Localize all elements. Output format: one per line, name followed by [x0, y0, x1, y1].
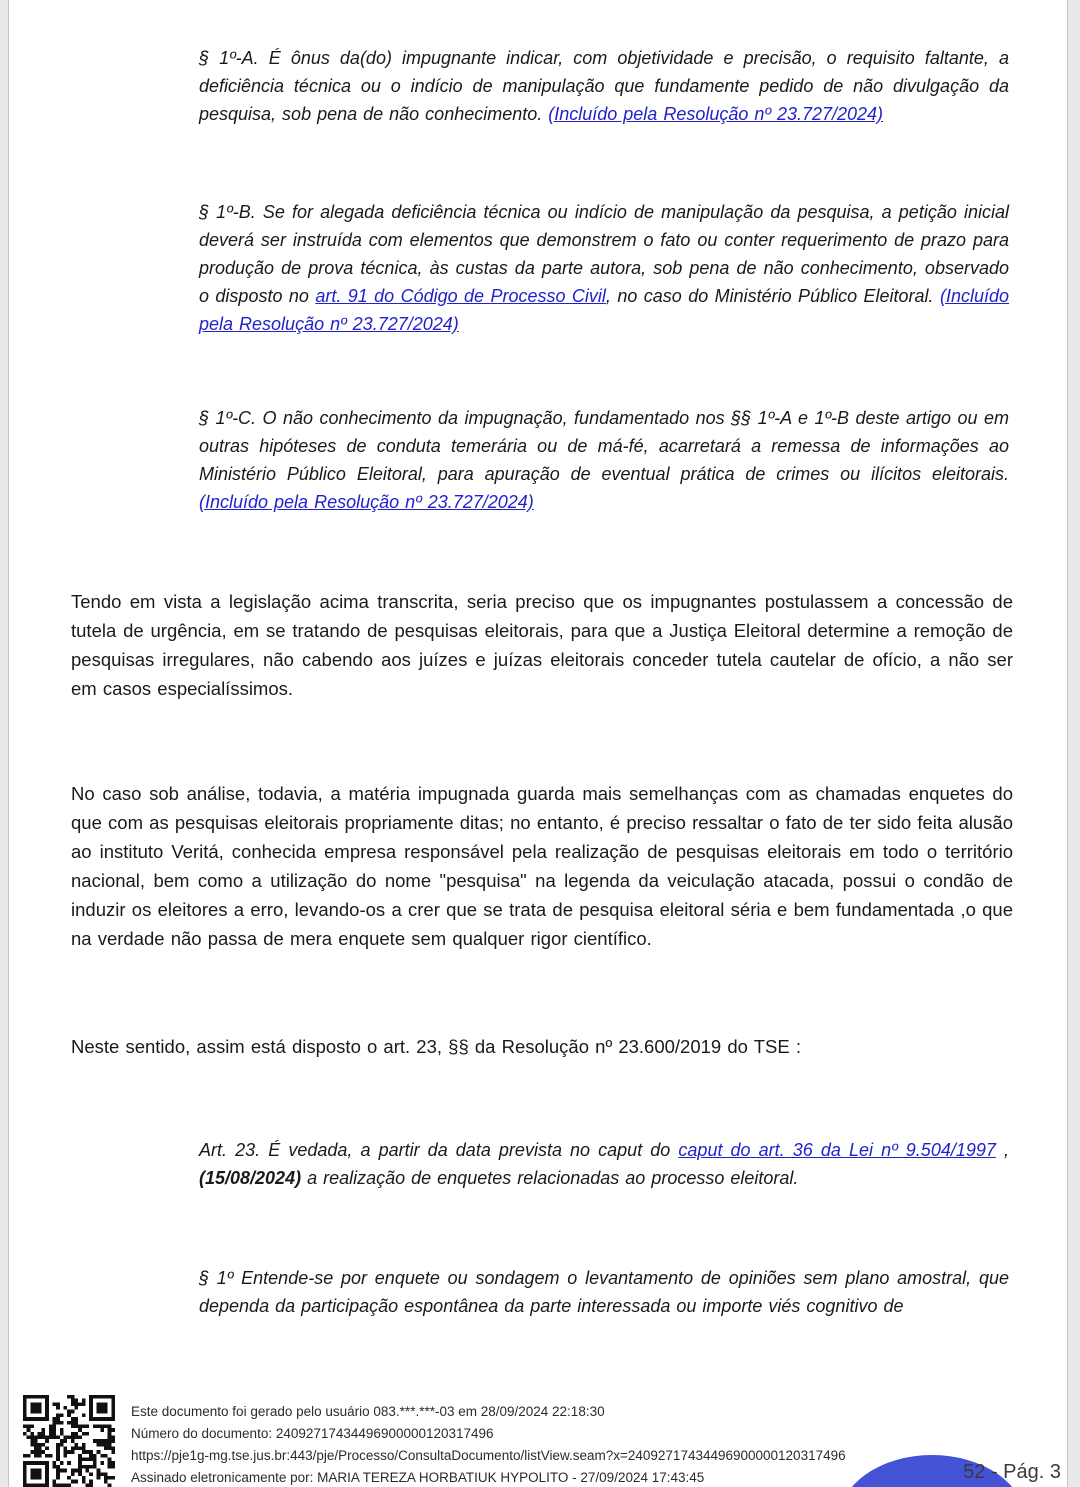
footer-generated-line: Este documento foi gerado pelo usuário 083.***.***-03 em 28/09/2024 22:18:30 [131, 1404, 605, 1419]
page-number-label: 52 - Pág. 3 [963, 1461, 1061, 1483]
link-art-36-lei-9504-1997[interactable]: caput do art. 36 da Lei nº 9.504/1997 [678, 1140, 996, 1160]
text-segment: Art. 23. É vedada, a partir da data prevista no caput do [199, 1140, 679, 1160]
text-segment: No caso sob análise, todavia, a matéria impugnada guarda mais semelhanças com as chamadas enquetes do que com as pesquisas eleitorais propriamente ditas; no entanto, é preciso ressaltar o fato de ter sido feita alusão ao instituto Veritá, conhecida empresa responsável pela realização de pesquisas eleitorais em todo o território nacional, bem como a utilização do nome "pesquisa" na legenda da veiculação atacada, possui o condão de induzir os eleitores a erro, levando-os a crer que se trata de pesquisa eleitoral séria e bem fundamentada ,o que na verdade não passa de mera enquete sem qualquer rigor científico. [71, 782, 1013, 949]
link-resolucao-23727-2024-c[interactable]: (Incluído pela Resolução nº 23.727/2024) [199, 492, 534, 512]
link-art-91-cpc[interactable]: art. 91 do Código de Processo Civil [315, 286, 606, 306]
text-segment: Neste sentido, assim está disposto o art. 23, §§ da Resolução nº 23.600/2019 do TSE : [71, 1035, 801, 1057]
text-segment: § 1º-C. O não conhecimento da impugnação, fundamentado nos §§ 1º-A e 1º-B deste artigo ou em outras hipóteses de conduta temerária ou de má-fé, acarretará a remessa de informações ao Ministério Público Eleitoral, para apuração de eventual prática de crimes ou ilícitos eleitorais. [199, 408, 1009, 484]
footer-url-line: https://pje1g-mg.tse.jus.br:443/pje/Processo/ConsultaDocumento/listView.seam?x=24092717434496900000120317496 [131, 1448, 846, 1463]
text-segment: , no caso do Ministério Público Eleitoral. [605, 286, 940, 306]
quote-paragraph-1c [199, 404, 1009, 516]
text-segment: Tendo em vista a legislação acima transcrita, seria preciso que os impugnantes postulassem a concessão de tutela de urgência, em se tratando de pesquisas eleitorais, para que a Justiça Eleitoral determine a remoção de pesquisas irregulares, não cabendo aos juízes e juízas eleitorais conceder tutela cautelar de ofício, a não ser em casos especialíssimos. [71, 590, 1013, 699]
link-resolucao-23727-2024-a[interactable]: (Incluído pela Resolução nº 23.727/2024) [548, 104, 884, 124]
body-paragraph-2 [71, 779, 1013, 953]
body-paragraph-3 [71, 1032, 1013, 1061]
text-segment: a realização de enquetes relacionadas ao processo eleitoral. [301, 1168, 799, 1188]
text-segment: § 1º Entende-se por enquete ou sondagem o levantamento de opiniões sem plano amostral, que dependa da participação espontânea da parte interessada ou importe viés cognitivo de [199, 1268, 1009, 1316]
footer-info [131, 1401, 846, 1487]
body-paragraph-1 [71, 587, 1013, 703]
quote-paragraph-1b [199, 198, 1009, 338]
link-resolucao-23727-2024-b[interactable]: (Incluído pela Resolução nº 23.727/2024) [199, 286, 1009, 334]
text-segment: , [995, 1140, 1009, 1160]
text-segment: § 1º-A. É ônus da(do) impugnante indicar, com objetividade e precisão, o requisito faltante, a deficiência técnica ou o indício de manipulação que fundamente pedido de não divulgação da pesquisa, sob pena de não conhecimento. [199, 48, 1009, 124]
document-page [8, 0, 1068, 1487]
text-segment: (15/08/2024) [199, 1168, 302, 1188]
footer-signature-line: Assinado eletronicamente por: MARIA TEREZA HORBATIUK HYPOLITO - 27/09/2024 17:43:45 [131, 1470, 705, 1485]
statute-quote-art23 [199, 1136, 1009, 1192]
footer-docnumber-line: Número do documento: 24092717434496900000120317496 [131, 1426, 494, 1441]
qr-code-icon [23, 1395, 115, 1487]
text-segment: § 1º-B. Se for alegada deficiência técnica ou indício de manipulação da pesquisa, a petição inicial deverá ser instruída com elementos que demonstrem o fato ou conter requerimento de prazo para produção de prova técnica, às custas da parte autora, sob pena de não conhecimento, observado o disposto no [199, 202, 1009, 306]
quote-paragraph-1a [199, 44, 1009, 128]
statute-quote-paragraph1 [199, 1264, 1009, 1320]
